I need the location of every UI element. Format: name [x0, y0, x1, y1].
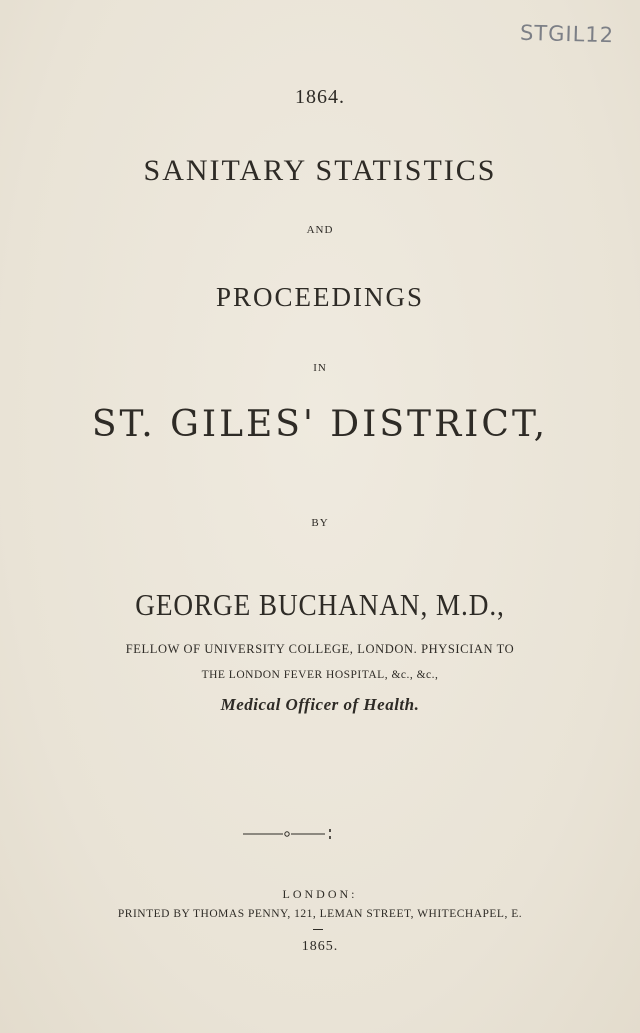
title-connector-and: AND: [306, 224, 334, 236]
imprint-printer: PRINTED BY THOMAS PENNY, 121, LEMAN STREET, WHITECHAPEL, E.: [117, 908, 523, 920]
title-line-1: SANITARY STATISTICS: [143, 154, 497, 187]
author-name: GEORGE BUCHANAN, M.D.,: [135, 587, 505, 622]
author-role: Medical Officer of Health.: [220, 695, 420, 714]
author-affiliation-1: FELLOW OF UNIVERSITY COLLEGE, LONDON. PHYSICIAN TO: [125, 642, 515, 656]
divider-ornament: [243, 826, 333, 842]
title-line-2: PROCEEDINGS: [215, 282, 425, 312]
imprint-year: 1865.: [301, 939, 339, 954]
imprint-place: LONDON:: [282, 887, 358, 901]
title-line-3: ST. GILES' DISTRICT,: [91, 404, 549, 445]
title-connector-in: IN: [313, 362, 327, 374]
catalog-mark: STGIL12: [519, 20, 615, 48]
byline-by: BY: [311, 517, 329, 529]
imprint-rule: [313, 929, 323, 930]
author-affiliation-2: THE LONDON FEVER HOSPITAL, &c., &c.,: [201, 669, 439, 681]
publication-year: 1864.: [295, 86, 345, 108]
